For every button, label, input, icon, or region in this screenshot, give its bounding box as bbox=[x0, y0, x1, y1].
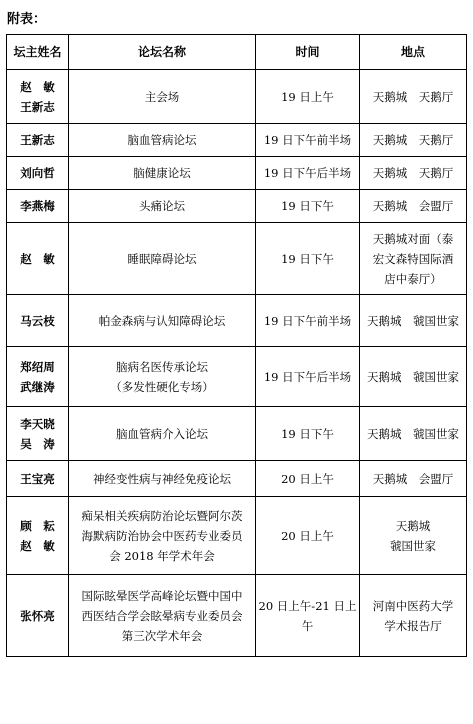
time-line: 19 日下午前半场 bbox=[263, 313, 352, 328]
host-cell bbox=[7, 497, 69, 575]
venue-line: 天鹅城 bbox=[395, 518, 431, 533]
forum-name-line: 主会场 bbox=[144, 89, 180, 104]
forum-name-line: 痴呆相关疾病防治论坛暨阿尔茨 bbox=[81, 508, 243, 523]
forum-cell bbox=[69, 124, 256, 157]
venue-line: 天鹅城 天鹅厅 bbox=[372, 133, 454, 147]
column-header-forum: 论坛名称 bbox=[69, 35, 256, 70]
venue-cell bbox=[360, 124, 467, 157]
time-line: 19 日下午后半场 bbox=[263, 166, 352, 180]
time-cell bbox=[256, 190, 360, 223]
host-cell bbox=[7, 347, 69, 407]
venue-cell bbox=[360, 407, 467, 461]
host-name: 赵 敏 bbox=[20, 538, 55, 553]
time-cell bbox=[256, 223, 360, 295]
venue-line: 河南中医药大学 bbox=[372, 598, 454, 613]
venue-cell bbox=[360, 157, 467, 190]
time-line: 20 日上午 bbox=[281, 471, 334, 486]
forum-cell bbox=[69, 223, 256, 295]
host-cell bbox=[7, 190, 69, 223]
header-row bbox=[7, 35, 467, 70]
host-cell bbox=[7, 575, 69, 657]
time-cell bbox=[256, 295, 360, 347]
host-cell bbox=[7, 223, 69, 295]
column-header-venue: 地点 bbox=[360, 35, 467, 70]
forum-name-line: 脑血管病论坛 bbox=[127, 133, 197, 147]
time-cell bbox=[256, 407, 360, 461]
host-name: 赵 敏 bbox=[20, 251, 55, 266]
venue-cell bbox=[360, 70, 467, 124]
host-name: 王新志 bbox=[20, 133, 55, 147]
forum-cell bbox=[69, 497, 256, 575]
host-name: 李燕梅 bbox=[20, 199, 55, 213]
forum-name-line: 海默病防治协会中医药专业委员 bbox=[81, 528, 243, 543]
host-cell bbox=[7, 157, 69, 190]
time-line: 19 日下午 bbox=[281, 199, 334, 213]
host-cell bbox=[7, 124, 69, 157]
venue-cell bbox=[360, 575, 467, 657]
host-name: 顾 耘 bbox=[20, 518, 55, 533]
venue-cell bbox=[360, 295, 467, 347]
time-line: 19 日下午 bbox=[281, 251, 334, 266]
forum-name-line: 第三次学术年会 bbox=[121, 628, 203, 643]
table-row bbox=[7, 407, 467, 461]
time-line: 20 日上午-21 日上 bbox=[258, 598, 357, 613]
forum-cell bbox=[69, 461, 256, 497]
host-cell bbox=[7, 70, 69, 124]
venue-cell bbox=[360, 497, 467, 575]
table-row bbox=[7, 70, 467, 124]
host-name: 郑绍周 bbox=[20, 359, 55, 374]
host-cell bbox=[7, 295, 69, 347]
forum-name-line: 帕金森病与认知障碍论坛 bbox=[98, 313, 226, 328]
host-cell bbox=[7, 407, 69, 461]
column-header-time: 时间 bbox=[256, 35, 360, 70]
time-cell bbox=[256, 497, 360, 575]
venue-cell bbox=[360, 190, 467, 223]
table-row bbox=[7, 124, 467, 157]
time-cell bbox=[256, 124, 360, 157]
venue-line: 天鹅城 虢国世家 bbox=[367, 313, 459, 328]
page-label: 附表： bbox=[7, 12, 47, 27]
venue-cell bbox=[360, 347, 467, 407]
schedule-body bbox=[7, 70, 467, 657]
column-header-host: 坛主姓名 bbox=[7, 35, 69, 70]
time-line: 午 bbox=[301, 618, 314, 633]
venue-line: 宏文森特国际酒 bbox=[372, 251, 454, 266]
forum-name-line: 神经变性病与神经免疫论坛 bbox=[93, 471, 231, 486]
table-row bbox=[7, 295, 467, 347]
time-cell bbox=[256, 347, 360, 407]
venue-cell bbox=[360, 223, 467, 295]
forum-cell bbox=[69, 295, 256, 347]
host-name: 吴 涛 bbox=[20, 436, 55, 451]
time-cell bbox=[256, 575, 360, 657]
forum-cell bbox=[69, 407, 256, 461]
table-row bbox=[7, 347, 467, 407]
venue-line: 天鹅城 会盟厅 bbox=[372, 199, 454, 213]
host-name: 王宝亮 bbox=[20, 471, 55, 486]
time-line: 19 日下午 bbox=[281, 426, 334, 441]
venue-line: 学术报告厅 bbox=[384, 618, 442, 633]
host-cell bbox=[7, 461, 69, 497]
forum-name-line: 脑病名医传承论坛 bbox=[116, 359, 208, 374]
host-name: 马云枝 bbox=[20, 313, 55, 328]
time-line: 19 日下午前半场 bbox=[263, 133, 352, 147]
forum-name-line: 脑血管病介入论坛 bbox=[116, 426, 208, 441]
table-row bbox=[7, 190, 467, 223]
forum-schedule-table bbox=[6, 34, 467, 657]
forum-name-line: 西医结合学会眩晕病专业委员会 bbox=[81, 608, 243, 623]
table-row bbox=[7, 461, 467, 497]
table-row bbox=[7, 497, 467, 575]
forum-name-line: 国际眩晕医学高峰论坛暨中国中 bbox=[81, 588, 243, 603]
venue-line: 天鹅城 天鹅厅 bbox=[372, 89, 454, 104]
venue-line: 天鹅城 会盟厅 bbox=[372, 471, 454, 486]
table-row bbox=[7, 223, 467, 295]
forum-name-line: 会 2018 年学术年会 bbox=[109, 548, 215, 563]
host-name: 李天晓 bbox=[20, 416, 55, 431]
venue-line: 天鹅城 虢国世家 bbox=[367, 426, 459, 441]
time-cell bbox=[256, 70, 360, 124]
host-name: 王新志 bbox=[20, 99, 55, 114]
table-row bbox=[7, 575, 467, 657]
forum-cell bbox=[69, 190, 256, 223]
time-line: 20 日上午 bbox=[281, 528, 334, 543]
table-row bbox=[7, 157, 467, 190]
forum-name-line: 睡眠障碍论坛 bbox=[127, 251, 197, 266]
forum-cell bbox=[69, 575, 256, 657]
time-cell bbox=[256, 157, 360, 190]
host-name: 张怀亮 bbox=[20, 608, 55, 623]
time-cell bbox=[256, 461, 360, 497]
host-name: 武继涛 bbox=[20, 379, 55, 394]
time-line: 19 日下午后半场 bbox=[263, 369, 352, 384]
forum-cell bbox=[69, 347, 256, 407]
venue-line: 天鹅城 天鹅厅 bbox=[372, 166, 454, 180]
forum-cell bbox=[69, 70, 256, 124]
venue-line: 店中泰厅） bbox=[384, 271, 442, 286]
forum-name-line: 脑健康论坛 bbox=[133, 166, 191, 180]
time-line: 19 日上午 bbox=[281, 89, 334, 104]
forum-name-line: 头痛论坛 bbox=[139, 199, 185, 213]
venue-cell bbox=[360, 461, 467, 497]
venue-line: 天鹅城对面（泰 bbox=[372, 231, 454, 246]
forum-name-line: （多发性硬化专场） bbox=[110, 379, 214, 394]
forum-cell bbox=[69, 157, 256, 190]
venue-line: 天鹅城 虢国世家 bbox=[367, 369, 459, 384]
host-name: 刘向哲 bbox=[20, 166, 55, 180]
venue-line: 虢国世家 bbox=[390, 538, 436, 553]
host-name: 赵 敏 bbox=[20, 79, 55, 94]
